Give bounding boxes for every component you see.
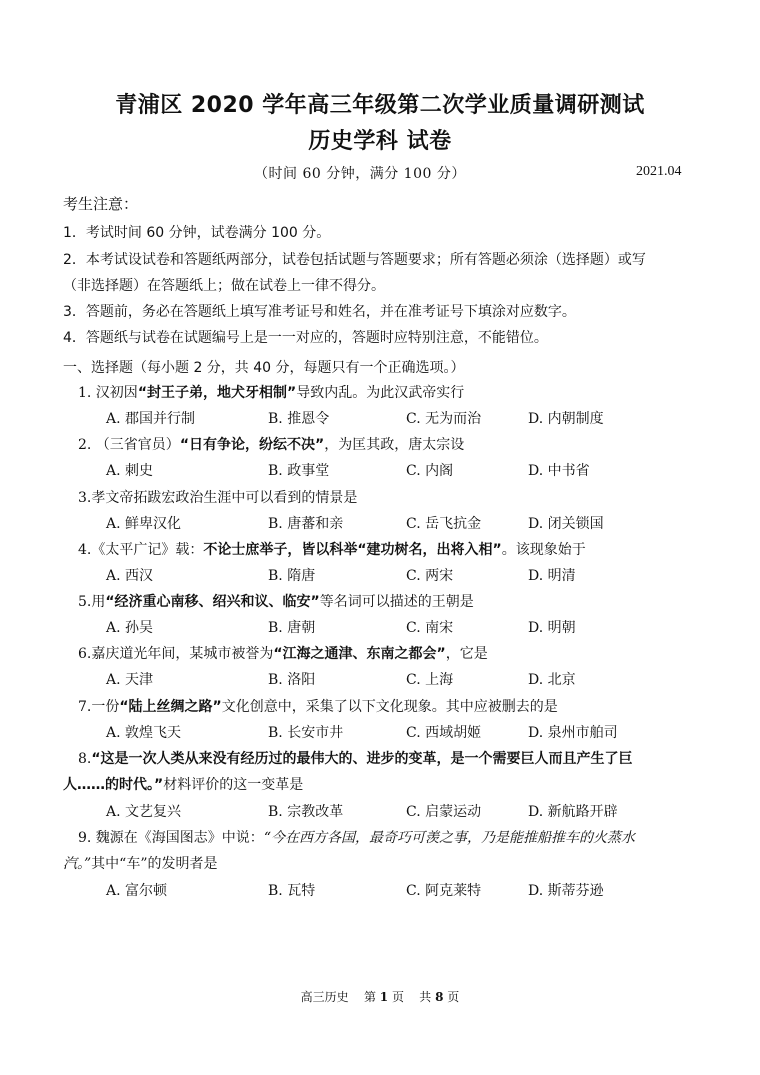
option-c[interactable]: C. 内阁 (406, 463, 454, 479)
question-7 (78, 696, 558, 716)
option-c[interactable]: C. 阿克莱特 (406, 883, 482, 899)
question-stem: 7.一份 (78, 699, 120, 715)
question-6 (78, 643, 488, 663)
question-stem: 1. 汉初因 (78, 385, 138, 401)
question-9-continued (63, 853, 218, 873)
question-stem-end: 导致内乱。为此汉武帝实行 (296, 385, 465, 401)
option-b[interactable]: B. 隋唐 (268, 568, 316, 584)
option-b[interactable]: B. 推恩令 (268, 411, 330, 427)
question-1 (78, 382, 464, 402)
question-stem: 6.嘉庆道光年间，某城市被誉为 (78, 646, 274, 662)
notice-heading: 考生注意： (63, 195, 139, 213)
footer-page-current: 1 (379, 990, 389, 1004)
question-quote: “今在西方各国，最奇巧可羡之事，乃是能推船推车的火蒸水 (263, 830, 635, 846)
section-heading: 一、选择题（每小题 2 分，共 40 分，每题只有一个正确选项。） (63, 360, 465, 376)
question-stem: 8. (78, 751, 92, 767)
question-quote-continued: 人……的时代。” (63, 777, 164, 793)
question-quote: “封王子弟，地犬牙相制” (137, 385, 297, 401)
option-b[interactable]: B. 唐朝 (268, 620, 316, 636)
question-stem-end: ，为匡其政，唐太宗设 (324, 437, 465, 453)
question-8 (78, 748, 633, 768)
option-a[interactable]: A. 郡国并行制 (106, 411, 196, 427)
question-quote: 不论士庶举子，皆以科举“建功树名，出将入相” (203, 542, 502, 558)
question-stem: 5.用 (78, 594, 106, 610)
question-4 (78, 539, 586, 559)
option-b[interactable]: B. 瓦特 (268, 883, 316, 899)
page-title: 青浦区 2020 学年高三年级第二次学业质量调研测试 (115, 93, 645, 118)
option-d[interactable]: D. 内朝制度 (528, 411, 604, 427)
question-stem: 4.《太平广记》载： (78, 542, 204, 558)
exam-duration: （时间 60 分钟，满分 100 分） (254, 166, 466, 182)
option-d[interactable]: D. 闭关锁国 (528, 516, 604, 532)
notice-item: 3．答题前，务必在答题纸上填写准考证号和姓名，并在准考证号下填涂对应数字。 (63, 304, 576, 320)
notice-item: （非选择题）在答题纸上；做在试卷上一律不得分。 (63, 278, 385, 294)
option-d[interactable]: D. 新航路开辟 (528, 804, 618, 820)
option-b[interactable]: B. 政事堂 (268, 463, 330, 479)
option-a[interactable]: A. 敦煌飞天 (106, 725, 182, 741)
question-2 (78, 434, 464, 454)
option-d[interactable]: D. 中书省 (528, 463, 590, 479)
option-d[interactable]: D. 斯蒂芬逊 (528, 883, 604, 899)
question-stem-end: ，它是 (445, 646, 488, 662)
question-stem-end: 文化创意中，采集了以下文化现象。其中应被删去的是 (221, 699, 558, 715)
option-c[interactable]: C. 两宋 (406, 568, 454, 584)
question-quote: “经济重心南移、绍兴和议、临安” (105, 594, 320, 610)
notice-item: 2．本考试设试卷和答题纸两部分，试卷包括试题与答题要求；所有答题必须涂（选择题）或写 (63, 252, 646, 268)
question-stem-end: 等名词可以描述的王朝是 (319, 594, 474, 610)
option-c[interactable]: C. 上海 (406, 672, 454, 688)
option-b[interactable]: B. 宗教改革 (268, 804, 344, 820)
question-3 (78, 487, 357, 507)
question-stem-end: 。该现象始于 (501, 542, 586, 558)
question-quote: “这是一次人类从来没有经历过的最伟大的、进步的变革，是一个需要巨人而且产生了巨 (91, 751, 633, 767)
question-stem: 9. 魏源在《海国图志》中说： (78, 830, 264, 846)
option-a[interactable]: A. 刺史 (106, 463, 154, 479)
option-a[interactable]: A. 鲜卑汉化 (106, 516, 182, 532)
option-a[interactable]: A. 富尔顿 (106, 883, 168, 899)
notice-item: 1．考试时间 60 分钟，试卷满分 100 分。 (63, 225, 331, 241)
question-quote: “陆上丝绸之路” (119, 699, 222, 715)
option-d[interactable]: D. 明朝 (528, 620, 576, 636)
notice-item: 4．答题纸与试卷在试题编号上是一一对应的，答题时应特别注意，不能错位。 (63, 330, 548, 346)
footer-total-label: 共 (419, 990, 432, 1004)
option-b[interactable]: B. 长安市井 (268, 725, 344, 741)
footer-page-label: 第 (363, 990, 376, 1004)
option-d[interactable]: D. 北京 (528, 672, 576, 688)
question-stem: 2. （三省官员） (78, 437, 180, 453)
option-a[interactable]: A. 天津 (106, 672, 154, 688)
question-quote: “江海之通津、东南之都会” (273, 646, 446, 662)
question-8-continued (63, 774, 303, 794)
option-b[interactable]: B. 洛阳 (268, 672, 316, 688)
option-d[interactable]: D. 泉州市舶司 (528, 725, 618, 741)
option-c[interactable]: C. 南宋 (406, 620, 454, 636)
footer-total-unit: 页 (447, 990, 460, 1004)
question-stem: 3.孝文帝拓跋宏政治生涯中可以看到的情景是 (78, 490, 358, 506)
page-footer (0, 988, 760, 1005)
footer-subject: 高三历史 (300, 990, 349, 1004)
option-a[interactable]: A. 文艺复兴 (106, 804, 182, 820)
option-c[interactable]: C. 启蒙运动 (406, 804, 482, 820)
option-a[interactable]: A. 孙吴 (106, 620, 154, 636)
option-d[interactable]: D. 明清 (528, 568, 576, 584)
page-subtitle-subject: 历史学科 试卷 (308, 129, 452, 154)
footer-page-unit: 页 (391, 990, 404, 1004)
option-c[interactable]: C. 西域胡姬 (406, 725, 482, 741)
footer-page-total: 8 (435, 990, 444, 1004)
option-a[interactable]: A. 西汉 (106, 568, 154, 584)
option-b[interactable]: B. 唐蕃和亲 (268, 516, 344, 532)
option-c[interactable]: C. 无为而治 (406, 411, 482, 427)
question-quote-continued: 汽。” (63, 856, 92, 872)
exam-date: 2021.04 (636, 164, 682, 179)
question-5 (78, 591, 474, 611)
question-stem-end: 其中“车”的发明者是 (91, 856, 218, 872)
question-quote: “日有争论，纷纭不决” (179, 437, 325, 453)
question-9 (78, 827, 635, 847)
question-stem-end: 材料评价的这一变革是 (163, 777, 304, 793)
option-c[interactable]: C. 岳飞抗金 (406, 516, 482, 532)
